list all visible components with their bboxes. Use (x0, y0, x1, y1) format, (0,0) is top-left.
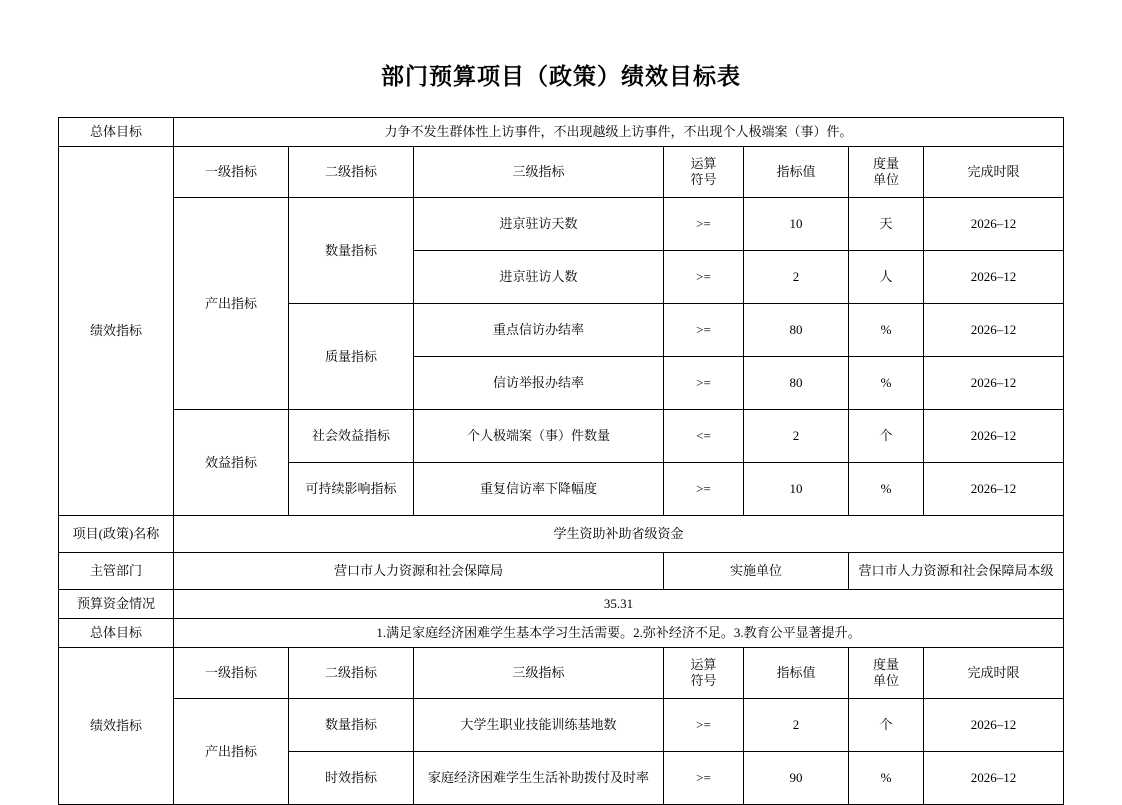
table-row (58, 198, 1063, 251)
header-operator-line1: 运算 (690, 156, 717, 172)
header-unit-line1: 度量 (872, 657, 899, 673)
header-deadline: 完成时限 (923, 147, 1063, 198)
table-header-row (58, 147, 1063, 198)
header-operator (663, 648, 743, 699)
indicator-deadline: 2026–12 (923, 410, 1063, 463)
header-unit-line2: 单位 (872, 673, 899, 688)
level2-quantity: 数量指标 (288, 198, 413, 304)
level1-output: 产出指标 (173, 699, 288, 805)
indicator-deadline: 2026–12 (923, 752, 1063, 805)
header-level2: 二级指标 (288, 147, 413, 198)
indicator-operator: >= (663, 699, 743, 752)
level2-quality: 质量指标 (288, 304, 413, 410)
project-name-value: 学生资助补助省级资金 (173, 516, 1063, 553)
indicator-operator: >= (663, 198, 743, 251)
header-level3: 三级指标 (413, 147, 663, 198)
table-row (58, 619, 1063, 648)
header-value: 指标值 (743, 648, 848, 699)
indicator-unit: 人 (848, 251, 923, 304)
table-row (58, 553, 1063, 590)
indicator-unit: 个 (848, 410, 923, 463)
level3-indicator: 进京驻访天数 (413, 198, 663, 251)
indicator-deadline: 2026–12 (923, 357, 1063, 410)
budget-label: 预算资金情况 (58, 590, 173, 619)
header-operator (663, 147, 743, 198)
dept-value: 营口市人力资源和社会保障局 (173, 553, 663, 590)
header-level3: 三级指标 (413, 648, 663, 699)
indicator-operator: >= (663, 357, 743, 410)
implement-value: 营口市人力资源和社会保障局本级 (848, 553, 1063, 590)
overall-goal-text-2: 1.满足家庭经济困难学生基本学习生活需要。2.弥补经济不足。3.教育公平显著提升。 (173, 619, 1063, 648)
level2-sustainable-impact: 可持续影响指标 (288, 463, 413, 516)
indicator-operator: >= (663, 251, 743, 304)
indicator-operator: >= (663, 752, 743, 805)
level3-indicator: 重复信访率下降幅度 (413, 463, 663, 516)
indicator-value: 90 (743, 752, 848, 805)
level3-indicator: 重点信访办结率 (413, 304, 663, 357)
level2-social-benefit: 社会效益指标 (288, 410, 413, 463)
table-row (58, 699, 1063, 752)
project-name-label: 项目(政策)名称 (58, 516, 173, 553)
header-unit-line1: 度量 (872, 156, 899, 172)
level2-quantity: 数量指标 (288, 699, 413, 752)
indicator-unit: % (848, 357, 923, 410)
perf-indicator-label-2: 绩效指标 (58, 648, 173, 805)
performance-target-table (58, 117, 1064, 805)
indicator-deadline: 2026–12 (923, 198, 1063, 251)
level1-benefit: 效益指标 (173, 410, 288, 516)
header-unit (848, 147, 923, 198)
implement-label: 实施单位 (663, 553, 848, 590)
indicator-unit: % (848, 304, 923, 357)
indicator-operator: >= (663, 304, 743, 357)
perf-indicator-label-1: 绩效指标 (58, 147, 173, 516)
indicator-operator: >= (663, 463, 743, 516)
table-row (58, 410, 1063, 463)
header-unit-line2: 单位 (872, 172, 899, 187)
page-title: 部门预算项目（政策）绩效目标表 (381, 63, 741, 89)
header-deadline: 完成时限 (923, 648, 1063, 699)
indicator-deadline: 2026–12 (923, 251, 1063, 304)
table-row (58, 516, 1063, 553)
indicator-unit: % (848, 463, 923, 516)
header-level2: 二级指标 (288, 648, 413, 699)
level3-indicator: 家庭经济困难学生生活补助拨付及时率 (413, 752, 663, 805)
overall-goal-label-2: 总体目标 (58, 619, 173, 648)
level3-indicator: 个人极端案（事）件数量 (413, 410, 663, 463)
indicator-deadline: 2026–12 (923, 304, 1063, 357)
header-value: 指标值 (743, 147, 848, 198)
dept-label: 主管部门 (58, 553, 173, 590)
indicator-value: 2 (743, 251, 848, 304)
indicator-operator: <= (663, 410, 743, 463)
budget-value: 35.31 (173, 590, 1063, 619)
level3-indicator: 大学生职业技能训练基地数 (413, 699, 663, 752)
indicator-value: 2 (743, 410, 848, 463)
header-level1: 一级指标 (173, 147, 288, 198)
header-operator-line2: 符号 (690, 172, 717, 187)
overall-goal-label-1: 总体目标 (58, 118, 173, 147)
indicator-deadline: 2026–12 (923, 699, 1063, 752)
indicator-deadline: 2026–12 (923, 463, 1063, 516)
level3-indicator: 进京驻访人数 (413, 251, 663, 304)
overall-goal-text-1: 力争不发生群体性上访事件，不出现越级上访事件，不出现个人极端案（事）件。 (173, 118, 1063, 147)
indicator-value: 2 (743, 699, 848, 752)
header-operator-line2: 符号 (690, 673, 717, 688)
table-row (58, 118, 1063, 147)
indicator-value: 80 (743, 304, 848, 357)
table-header-row (58, 648, 1063, 699)
header-level1: 一级指标 (173, 648, 288, 699)
level1-output: 产出指标 (173, 198, 288, 410)
level3-indicator: 信访举报办结率 (413, 357, 663, 410)
indicator-value: 10 (743, 463, 848, 516)
header-operator-line1: 运算 (690, 657, 717, 673)
indicator-unit: 个 (848, 699, 923, 752)
level2-timeliness: 时效指标 (288, 752, 413, 805)
header-unit (848, 648, 923, 699)
table-row (58, 590, 1063, 619)
indicator-value: 80 (743, 357, 848, 410)
indicator-unit: 天 (848, 198, 923, 251)
indicator-value: 10 (743, 198, 848, 251)
indicator-unit: % (848, 752, 923, 805)
